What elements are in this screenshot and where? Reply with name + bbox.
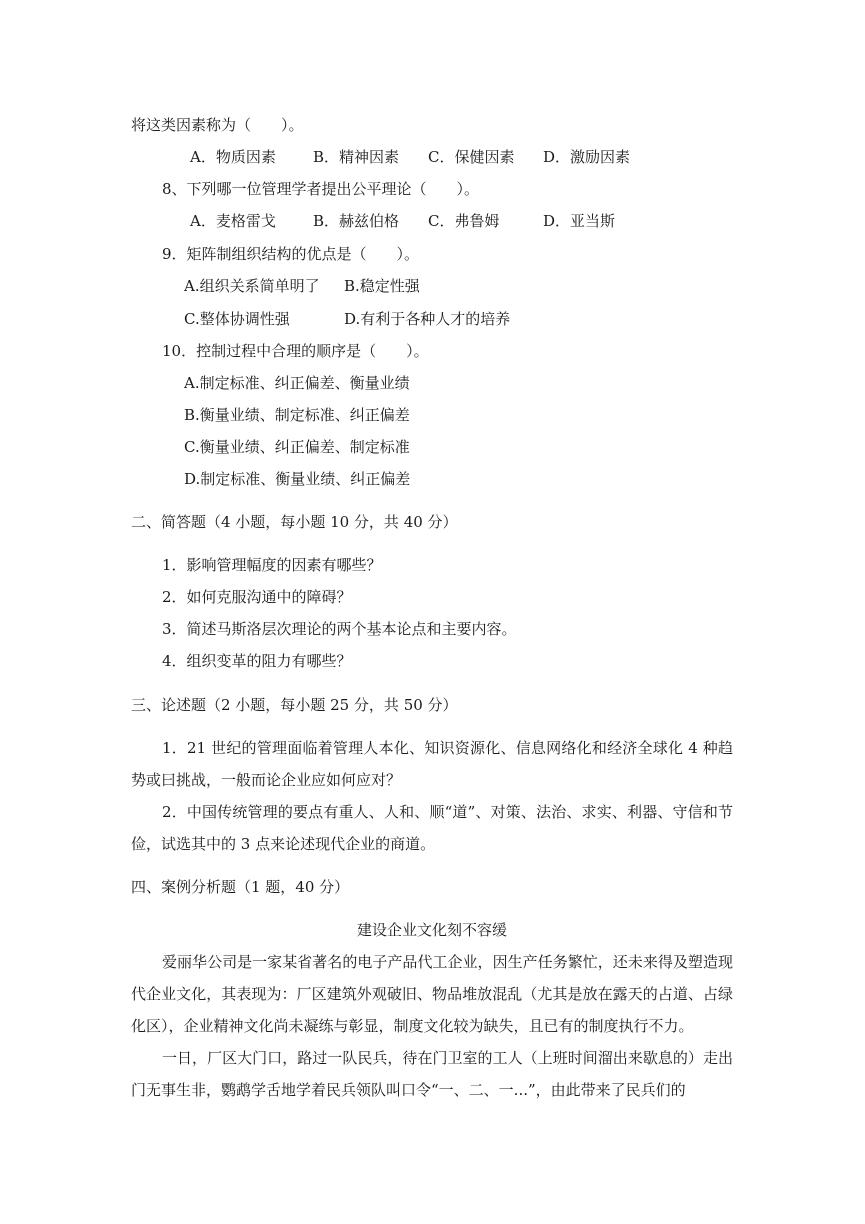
q9-option-d: D.有利于各种人才的培养 <box>344 310 511 328</box>
q10-option-a: A.制定标准、纠正偏差、衡量业绩 <box>184 374 410 392</box>
q8-stem: 8、下列哪一位管理学者提出公平理论（ ）。 <box>162 180 480 198</box>
section3-item-2: 2．中国传统管理的要点有重人、人和、顺“道”、对策、法治、求实、利器、守信和节俭，试选其中的 3 点来论述现代企业的商道。 <box>131 803 733 853</box>
q7-option-b: B．精神因素 <box>313 148 400 166</box>
section2-item-3: 3．简述马斯洛层次理论的两个基本论点和主要内容。 <box>162 620 517 638</box>
case-paragraph-2: 一日，厂区大门口，路过一队民兵，待在门卫室的工人（上班时间溜出来歇息的）走出门无事生非，鹦鹉学舌地学着民兵领队叫口令“一、二、一...”，由此带来了民兵们的 <box>131 1049 733 1099</box>
section2-item-1: 1．影响管理幅度的因素有哪些？ <box>162 556 382 574</box>
section4-title: 四、案例分析题（1 题，40 分） <box>131 878 350 896</box>
section2-item-2: 2．如何克服沟通中的障碍？ <box>162 588 352 606</box>
section3-item-1: 1．21 世纪的管理面临着管理人本化、知识资源化、信息网络化和经济全球化 4 种趋势或曰挑战，一般而论企业应如何应对？ <box>131 739 733 789</box>
q8-option-b: B．赫兹伯格 <box>313 212 400 230</box>
q9-option-b: B.稳定性强 <box>344 277 420 295</box>
section2-title: 二、简答题（4 小题，每小题 10 分，共 40 分） <box>131 513 458 531</box>
q7-option-d: D．激励因素 <box>543 148 631 166</box>
q10-option-c: C.衡量业绩、纠正偏差、制定标准 <box>184 438 410 456</box>
q10-option-d: D.制定标准、衡量业绩、纠正偏差 <box>184 470 411 488</box>
q7-option-c: C．保健因素 <box>428 148 515 166</box>
q10-stem: 10．控制过程中合理的顺序是（ ）。 <box>162 342 429 360</box>
case-paragraph-1: 爱丽华公司是一家某省著名的电子产品代工企业，因生产任务繁忙，还未来得及塑造现代企业文化，其表现为：厂区建筑外观破旧、物品堆放混乱（尤其是放在露天的占道、占绿化区），企业精神文化尚未凝练与彰显，制度文化较为缺失，且已有的制度执行不力。 <box>131 953 733 1035</box>
q10-option-b: B.衡量业绩、制定标准、纠正偏差 <box>184 406 410 424</box>
q8-option-d: D．亚当斯 <box>543 212 616 230</box>
q8-option-a: A．麦格雷戈 <box>190 212 276 230</box>
q7-option-a: A．物质因素 <box>190 148 276 166</box>
section2-item-4: 4．组织变革的阻力有哪些？ <box>162 652 352 670</box>
q9-stem: 9．矩阵制组织结构的优点是（ ）。 <box>162 245 420 263</box>
case-title: 建设企业文化刻不容缓 <box>356 921 507 939</box>
q8-option-c: C．弗鲁姆 <box>428 212 500 230</box>
section3-title: 三、论述题（2 小题，每小题 25 分，共 50 分） <box>131 696 458 714</box>
q7-tail: 将这类因素称为（ ）。 <box>131 116 304 134</box>
q9-option-a: A.组织关系简单明了 <box>184 277 320 295</box>
q9-option-c: C.整体协调性强 <box>184 310 290 328</box>
